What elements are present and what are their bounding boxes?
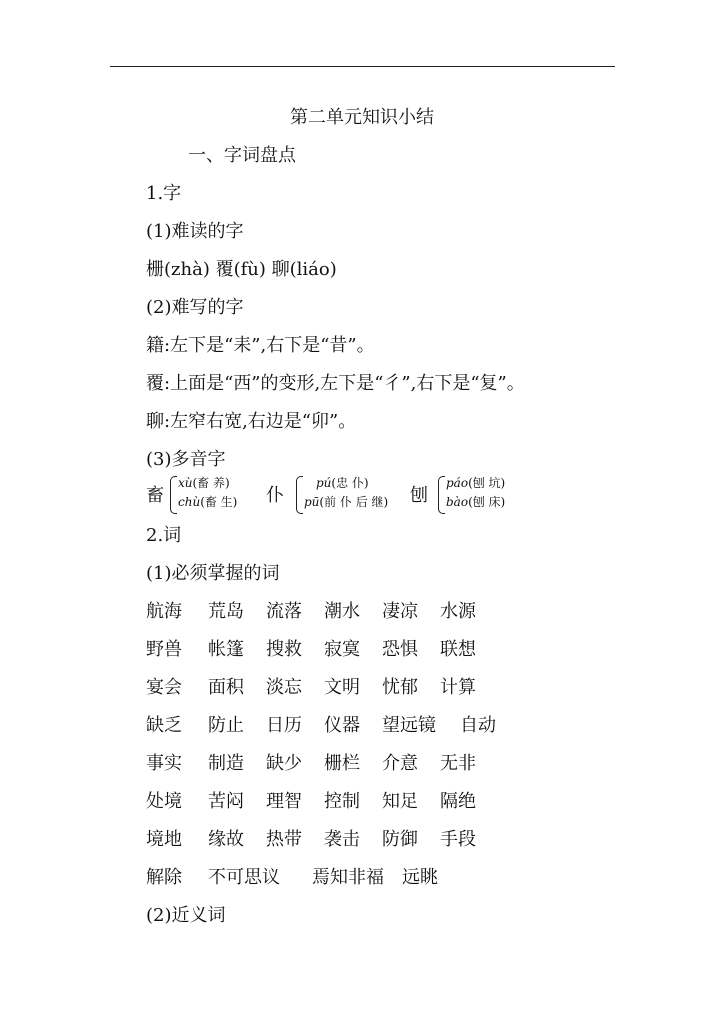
word: 潮水 [324, 601, 360, 622]
word: 凄凉 [382, 601, 418, 622]
word: 热带 [266, 829, 302, 850]
word: 计算 [440, 677, 476, 698]
word: 袭击 [324, 829, 360, 850]
hard-write-item: 聊:左窄右宽,右边是“卯”。 [146, 411, 357, 432]
polyphone-char: 仆 [266, 485, 284, 506]
subsection-words: 2.词 [146, 525, 182, 546]
polyphone-block [146, 474, 566, 518]
word: 宴会 [146, 677, 182, 698]
word: 自动 [460, 715, 496, 736]
word: 缺乏 [146, 715, 182, 736]
word: 焉知非福 [312, 867, 384, 888]
word: 搜救 [266, 639, 302, 660]
word: 防止 [208, 715, 244, 736]
word: 不可思议 [208, 867, 280, 888]
polyphone-reading: xù(畜 养) [178, 476, 230, 490]
polyphone-reading: páo(刨 坑) [446, 476, 506, 490]
brace-icon [438, 476, 445, 514]
word: 防御 [382, 829, 418, 850]
word: 日历 [266, 715, 302, 736]
word: 野兽 [146, 639, 182, 660]
hard-read-line: 栅(zhà) 覆(fù) 聊(liáo) [146, 259, 337, 280]
word: 理智 [266, 791, 302, 812]
word: 流落 [266, 601, 302, 622]
page-title: 第二单元知识小结 [290, 107, 434, 128]
word: 控制 [324, 791, 360, 812]
brace-icon [296, 476, 303, 514]
word: 隔绝 [440, 791, 476, 812]
subsection-characters: 1.字 [146, 183, 182, 204]
polyphone-heading: (3)多音字 [146, 449, 226, 470]
hard-read-heading: (1)难读的字 [146, 221, 244, 242]
synonyms-heading: (2)近义词 [146, 905, 226, 926]
hard-write-item: 籍:左下是“耒”,右下是“昔”。 [146, 335, 375, 356]
word: 忧郁 [382, 677, 418, 698]
header-rule [110, 66, 615, 67]
word: 联想 [440, 639, 476, 660]
word: 境地 [146, 829, 182, 850]
polyphone-char: 畜 [146, 485, 164, 506]
word: 介意 [382, 753, 418, 774]
polyphone-reading: bào(刨 床) [446, 495, 506, 509]
word: 苦闷 [208, 791, 244, 812]
word: 缺少 [266, 753, 302, 774]
word: 缘故 [208, 829, 244, 850]
polyphone-reading: chù(畜 生) [178, 495, 238, 509]
word: 荒岛 [208, 601, 244, 622]
word: 望远镜 [382, 715, 436, 736]
word: 帐篷 [208, 639, 244, 660]
word: 水源 [440, 601, 476, 622]
word: 仪器 [324, 715, 360, 736]
word: 处境 [146, 791, 182, 812]
word: 栅栏 [324, 753, 360, 774]
polyphone-char: 刨 [410, 485, 428, 506]
word: 知足 [382, 791, 418, 812]
word: 面积 [208, 677, 244, 698]
word: 恐惧 [382, 639, 418, 660]
hard-write-item: 覆:上面是“西”的变形,左下是“彳”,右下是“复”。 [146, 373, 525, 394]
polyphone-reading: pú(忠 仆) [316, 476, 369, 490]
word: 事实 [146, 753, 182, 774]
word: 航海 [146, 601, 182, 622]
word: 远眺 [402, 867, 438, 888]
word: 无非 [440, 753, 476, 774]
section-heading: 一、字词盘点 [188, 145, 296, 166]
word: 解除 [146, 867, 182, 888]
word: 文明 [324, 677, 360, 698]
word: 手段 [440, 829, 476, 850]
word: 寂寞 [324, 639, 360, 660]
must-words-heading: (1)必须掌握的词 [146, 563, 280, 584]
brace-icon [170, 476, 177, 514]
polyphone-reading: pū(前 仆 后 继) [304, 495, 389, 509]
word: 制造 [208, 753, 244, 774]
word: 淡忘 [266, 677, 302, 698]
hard-write-heading: (2)难写的字 [146, 297, 244, 318]
